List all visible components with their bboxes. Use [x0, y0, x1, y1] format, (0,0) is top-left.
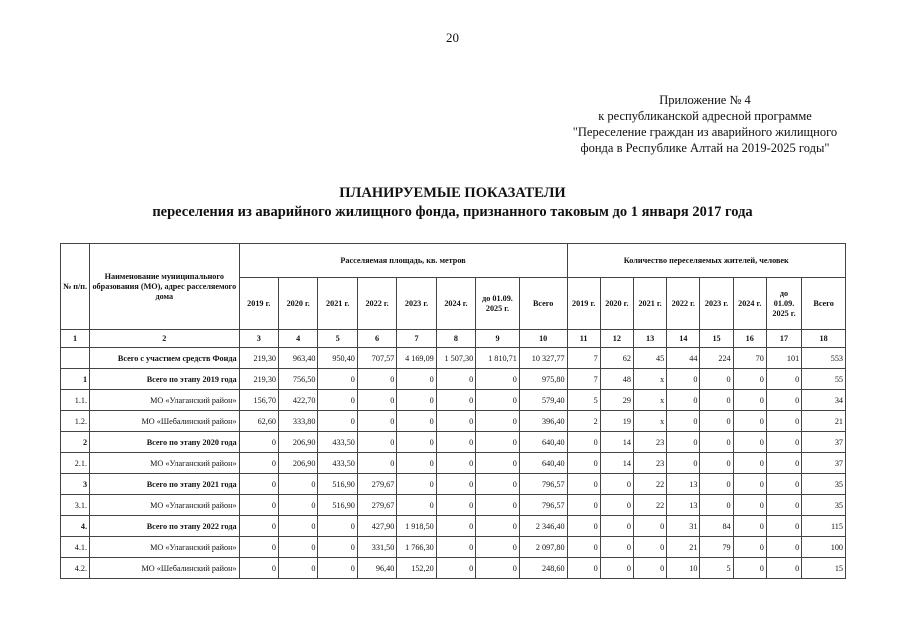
column-number-cell: 1: [61, 330, 90, 348]
value-cell: 0: [766, 432, 801, 453]
value-cell: 0: [667, 369, 700, 390]
value-cell: 224: [700, 348, 733, 369]
value-cell: 0: [633, 537, 666, 558]
value-cell: 0: [397, 453, 436, 474]
value-cell: 21: [802, 411, 846, 432]
column-number-cell: 3: [239, 330, 278, 348]
column-number-cell: 4: [279, 330, 318, 348]
row-name-cell: МО «Улаганский район»: [90, 495, 240, 516]
row-number-cell: [61, 348, 90, 369]
value-cell: 963,40: [279, 348, 318, 369]
value-cell: 0: [239, 453, 278, 474]
value-cell: 115: [802, 516, 846, 537]
value-cell: 0: [318, 369, 357, 390]
document-title: [0, 184, 905, 222]
row-number-cell: 3: [61, 474, 90, 495]
value-cell: 1 766,30: [397, 537, 436, 558]
value-cell: 427,90: [357, 516, 396, 537]
value-cell: 579,40: [519, 390, 567, 411]
header-people-year: 2022 г.: [667, 278, 700, 330]
row-name-cell: МО «Улаганский район»: [90, 537, 240, 558]
value-cell: 279,67: [357, 474, 396, 495]
appendix-line-4: фонда в Республике Алтай на 2019-2025 годы": [580, 141, 830, 155]
header-people-total: Всего: [802, 278, 846, 330]
column-number-cell: 2: [90, 330, 240, 348]
header-people-year: до 01.09. 2025 г.: [766, 278, 801, 330]
value-cell: 4 169,09: [397, 348, 436, 369]
appendix-line-2: к республиканской адресной программе: [598, 109, 812, 123]
value-cell: 0: [766, 537, 801, 558]
column-number-cell: 18: [802, 330, 846, 348]
value-cell: 707,57: [357, 348, 396, 369]
value-cell: 0: [436, 537, 475, 558]
row-name-cell: Всего по этапу 2021 года: [90, 474, 240, 495]
row-number-cell: 2.1.: [61, 453, 90, 474]
value-cell: 796,57: [519, 474, 567, 495]
row-number-cell: 4.1.: [61, 537, 90, 558]
value-cell: 2 346,40: [519, 516, 567, 537]
table-row: [61, 474, 846, 495]
value-cell: 0: [766, 411, 801, 432]
value-cell: 553: [802, 348, 846, 369]
row-number-cell: 1.1.: [61, 390, 90, 411]
value-cell: 0: [239, 474, 278, 495]
value-cell: 34: [802, 390, 846, 411]
value-cell: 7: [567, 369, 600, 390]
value-cell: 29: [600, 390, 633, 411]
value-cell: 0: [318, 558, 357, 579]
value-cell: 14: [600, 432, 633, 453]
appendix-line-3: "Переселение граждан из аварийного жилищного: [572, 125, 838, 139]
value-cell: 0: [476, 411, 520, 432]
value-cell: 0: [633, 516, 666, 537]
value-cell: 0: [436, 369, 475, 390]
value-cell: 396,40: [519, 411, 567, 432]
value-cell: 0: [476, 453, 520, 474]
value-cell: 0: [476, 558, 520, 579]
header-people-year: 2021 г.: [633, 278, 666, 330]
value-cell: 13: [667, 474, 700, 495]
value-cell: 13: [667, 495, 700, 516]
value-cell: 0: [733, 474, 766, 495]
value-cell: 0: [700, 453, 733, 474]
value-cell: 219,30: [239, 369, 278, 390]
value-cell: 21: [667, 537, 700, 558]
value-cell: 0: [700, 474, 733, 495]
header-no: № п/п.: [61, 244, 90, 330]
table-row: [61, 390, 846, 411]
value-cell: 0: [476, 537, 520, 558]
value-cell: 0: [667, 453, 700, 474]
column-number-cell: 8: [436, 330, 475, 348]
table-row: [61, 516, 846, 537]
column-number-cell: 7: [397, 330, 436, 348]
value-cell: 101: [766, 348, 801, 369]
value-cell: 0: [476, 432, 520, 453]
value-cell: 0: [600, 537, 633, 558]
value-cell: 0: [397, 474, 436, 495]
value-cell: 0: [476, 474, 520, 495]
value-cell: 0: [436, 495, 475, 516]
value-cell: 248,60: [519, 558, 567, 579]
column-number-cell: 15: [700, 330, 733, 348]
row-name-cell: МО «Шебалинский район»: [90, 558, 240, 579]
value-cell: 1 507,30: [436, 348, 475, 369]
value-cell: 0: [667, 390, 700, 411]
column-number-cell: 14: [667, 330, 700, 348]
value-cell: 433,50: [318, 432, 357, 453]
value-cell: 0: [318, 411, 357, 432]
value-cell: 0: [279, 474, 318, 495]
value-cell: 0: [766, 474, 801, 495]
table-row: [61, 453, 846, 474]
table-row: [61, 558, 846, 579]
value-cell: 35: [802, 474, 846, 495]
value-cell: 0: [766, 390, 801, 411]
value-cell: 333,80: [279, 411, 318, 432]
value-cell: 0: [476, 390, 520, 411]
row-name-cell: МО «Шебалинский район»: [90, 411, 240, 432]
value-cell: 44: [667, 348, 700, 369]
value-cell: 0: [567, 495, 600, 516]
value-cell: 84: [700, 516, 733, 537]
row-number-cell: 4.: [61, 516, 90, 537]
column-number-cell: 9: [476, 330, 520, 348]
value-cell: 10 327,77: [519, 348, 567, 369]
value-cell: 0: [436, 453, 475, 474]
value-cell: 756,50: [279, 369, 318, 390]
indicators-table: [60, 243, 846, 579]
row-number-cell: 3.1.: [61, 495, 90, 516]
value-cell: 1 810,71: [476, 348, 520, 369]
value-cell: 796,57: [519, 495, 567, 516]
header-name: Наименование муниципального образования (МО), адрес расселяемого дома: [90, 244, 240, 330]
value-cell: 433,50: [318, 453, 357, 474]
value-cell: 0: [239, 516, 278, 537]
value-cell: 37: [802, 432, 846, 453]
value-cell: 0: [279, 558, 318, 579]
value-cell: 31: [667, 516, 700, 537]
column-number-cell: 10: [519, 330, 567, 348]
title-line-1: ПЛАНИРУЕМЫЕ ПОКАЗАТЕЛИ: [339, 185, 566, 201]
value-cell: 975,80: [519, 369, 567, 390]
value-cell: 0: [567, 537, 600, 558]
value-cell: 0: [239, 495, 278, 516]
value-cell: 5: [700, 558, 733, 579]
column-number-cell: 12: [600, 330, 633, 348]
value-cell: 0: [397, 495, 436, 516]
value-cell: 279,67: [357, 495, 396, 516]
value-cell: 0: [397, 390, 436, 411]
header-area-group: Расселяемая площадь, кв. метров: [239, 244, 567, 278]
value-cell: 0: [733, 453, 766, 474]
value-cell: 0: [436, 474, 475, 495]
value-cell: 0: [239, 432, 278, 453]
value-cell: 70: [733, 348, 766, 369]
table-row: [61, 495, 846, 516]
header-people-year: 2019 г.: [567, 278, 600, 330]
row-name-cell: Всего по этапу 2022 года: [90, 516, 240, 537]
value-cell: 10: [667, 558, 700, 579]
value-cell: 0: [766, 558, 801, 579]
row-name-cell: Всего по этапу 2020 года: [90, 432, 240, 453]
column-number-cell: 13: [633, 330, 666, 348]
value-cell: 0: [318, 516, 357, 537]
value-cell: 206,90: [279, 432, 318, 453]
value-cell: 0: [700, 390, 733, 411]
value-cell: 23: [633, 432, 666, 453]
value-cell: 0: [766, 516, 801, 537]
value-cell: x: [633, 369, 666, 390]
value-cell: 0: [357, 369, 396, 390]
value-cell: 0: [436, 411, 475, 432]
header-area-year: до 01.09. 2025 г.: [476, 278, 520, 330]
value-cell: 152,20: [397, 558, 436, 579]
value-cell: 1 918,50: [397, 516, 436, 537]
value-cell: 516,90: [318, 495, 357, 516]
value-cell: 0: [733, 432, 766, 453]
column-number-cell: 16: [733, 330, 766, 348]
value-cell: 422,70: [279, 390, 318, 411]
value-cell: 0: [733, 369, 766, 390]
value-cell: 37: [802, 453, 846, 474]
column-number-cell: 6: [357, 330, 396, 348]
value-cell: 0: [239, 537, 278, 558]
value-cell: 0: [700, 495, 733, 516]
value-cell: 19: [600, 411, 633, 432]
header-people-year: 2024 г.: [733, 278, 766, 330]
value-cell: 0: [600, 558, 633, 579]
header-people-group: Количество переселяемых жителей, человек: [567, 244, 845, 278]
value-cell: 0: [766, 453, 801, 474]
header-area-year: 2023 г.: [397, 278, 436, 330]
value-cell: 0: [667, 411, 700, 432]
value-cell: 206,90: [279, 453, 318, 474]
value-cell: 79: [700, 537, 733, 558]
value-cell: 0: [318, 390, 357, 411]
header-area-total: Всего: [519, 278, 567, 330]
value-cell: 45: [633, 348, 666, 369]
value-cell: 219,30: [239, 348, 278, 369]
row-name-cell: МО «Улаганский район»: [90, 390, 240, 411]
value-cell: 0: [700, 369, 733, 390]
column-number-cell: 11: [567, 330, 600, 348]
value-cell: 0: [436, 390, 475, 411]
value-cell: 0: [436, 516, 475, 537]
header-area-year: 2019 г.: [239, 278, 278, 330]
value-cell: 2: [567, 411, 600, 432]
value-cell: 0: [397, 411, 436, 432]
value-cell: 156,70: [239, 390, 278, 411]
value-cell: 22: [633, 474, 666, 495]
value-cell: 0: [476, 495, 520, 516]
table-body: [61, 348, 846, 579]
value-cell: 0: [733, 558, 766, 579]
header-area-year: 2024 г.: [436, 278, 475, 330]
value-cell: 0: [397, 369, 436, 390]
value-cell: 0: [239, 558, 278, 579]
value-cell: 0: [733, 390, 766, 411]
header-row-groups: [61, 244, 846, 278]
value-cell: 0: [318, 537, 357, 558]
value-cell: 640,40: [519, 432, 567, 453]
value-cell: 23: [633, 453, 666, 474]
value-cell: 96,40: [357, 558, 396, 579]
value-cell: 331,50: [357, 537, 396, 558]
row-number-cell: 1: [61, 369, 90, 390]
value-cell: 0: [476, 369, 520, 390]
value-cell: 0: [733, 411, 766, 432]
value-cell: 5: [567, 390, 600, 411]
value-cell: 0: [279, 537, 318, 558]
value-cell: 48: [600, 369, 633, 390]
value-cell: 0: [476, 516, 520, 537]
value-cell: 0: [357, 453, 396, 474]
value-cell: 0: [733, 537, 766, 558]
value-cell: 0: [567, 453, 600, 474]
value-cell: 0: [357, 432, 396, 453]
page-number: 20: [446, 30, 459, 45]
column-number-cell: 17: [766, 330, 801, 348]
header-area-year: 2020 г.: [279, 278, 318, 330]
value-cell: 0: [766, 495, 801, 516]
row-name-cell: Всего с участием средств Фонда: [90, 348, 240, 369]
value-cell: 62,60: [239, 411, 278, 432]
value-cell: 0: [700, 411, 733, 432]
header-area-year: 2021 г.: [318, 278, 357, 330]
appendix-line-1: Приложение № 4: [659, 93, 751, 107]
value-cell: 0: [279, 516, 318, 537]
row-number-cell: 2: [61, 432, 90, 453]
value-cell: 0: [600, 516, 633, 537]
value-cell: 640,40: [519, 453, 567, 474]
value-cell: x: [633, 411, 666, 432]
value-cell: 55: [802, 369, 846, 390]
table-row: [61, 537, 846, 558]
value-cell: 0: [436, 432, 475, 453]
column-number-cell: 5: [318, 330, 357, 348]
row-name-cell: МО «Улаганский район»: [90, 453, 240, 474]
value-cell: 0: [567, 516, 600, 537]
value-cell: 0: [567, 474, 600, 495]
value-cell: 0: [700, 432, 733, 453]
value-cell: 0: [357, 390, 396, 411]
header-people-year: 2023 г.: [700, 278, 733, 330]
value-cell: 0: [567, 558, 600, 579]
table-row: [61, 432, 846, 453]
header-area-year: 2022 г.: [357, 278, 396, 330]
value-cell: 7: [567, 348, 600, 369]
value-cell: 0: [633, 558, 666, 579]
value-cell: 15: [802, 558, 846, 579]
value-cell: 35: [802, 495, 846, 516]
value-cell: 0: [766, 369, 801, 390]
value-cell: 14: [600, 453, 633, 474]
appendix-note: [540, 92, 870, 156]
row-name-cell: Всего по этапу 2019 года: [90, 369, 240, 390]
row-number-cell: 4.2.: [61, 558, 90, 579]
value-cell: 0: [397, 432, 436, 453]
value-cell: 0: [436, 558, 475, 579]
value-cell: 2 097,80: [519, 537, 567, 558]
value-cell: x: [633, 390, 666, 411]
table-row: [61, 348, 846, 369]
table-row: [61, 369, 846, 390]
value-cell: 516,90: [318, 474, 357, 495]
value-cell: 0: [279, 495, 318, 516]
header-people-year: 2020 г.: [600, 278, 633, 330]
value-cell: 0: [733, 516, 766, 537]
title-line-2: переселения из аварийного жилищного фонда, признанного таковым до 1 января 2017 года: [152, 204, 753, 220]
value-cell: 0: [357, 411, 396, 432]
value-cell: 0: [600, 474, 633, 495]
value-cell: 0: [567, 432, 600, 453]
value-cell: 950,40: [318, 348, 357, 369]
value-cell: 22: [633, 495, 666, 516]
value-cell: 0: [600, 495, 633, 516]
table-row: [61, 411, 846, 432]
value-cell: 0: [667, 432, 700, 453]
value-cell: 0: [733, 495, 766, 516]
value-cell: 100: [802, 537, 846, 558]
column-number-row: [61, 330, 846, 348]
value-cell: 62: [600, 348, 633, 369]
row-number-cell: 1.2.: [61, 411, 90, 432]
